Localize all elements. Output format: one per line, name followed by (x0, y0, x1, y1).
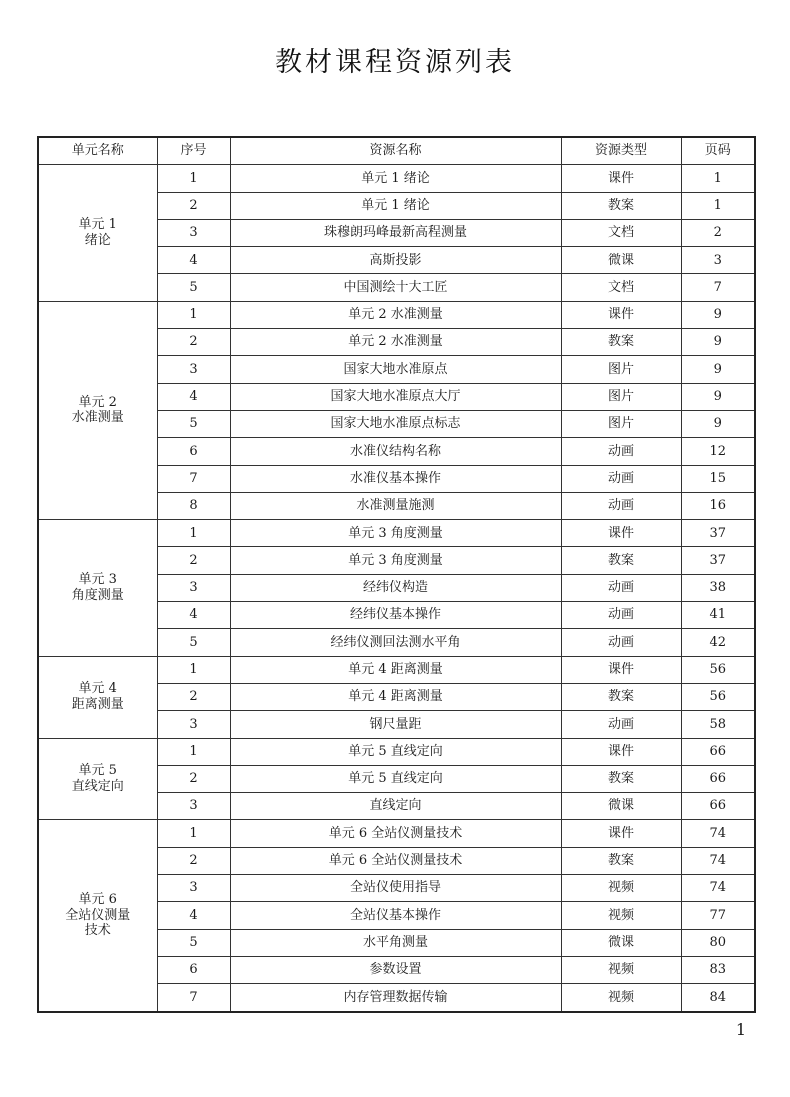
serial-no-cell: 5 (157, 410, 230, 437)
serial-no-cell: 5 (157, 929, 230, 956)
unit-name-cell (38, 656, 157, 738)
resource-type-cell: 动画 (561, 711, 681, 738)
resource-type-cell: 教案 (561, 683, 681, 710)
page-cell: 7 (681, 274, 755, 301)
header-page: 页码 (681, 137, 755, 165)
serial-no-cell: 2 (157, 683, 230, 710)
resource-name-cell: 单元 5 直线定向 (230, 765, 561, 792)
unit-name-line: 单元 6 (78, 892, 117, 908)
resource-type-cell: 课件 (561, 820, 681, 847)
page-cell: 80 (681, 929, 755, 956)
resource-type-cell: 课件 (561, 656, 681, 683)
resource-type-cell: 文档 (561, 274, 681, 301)
resource-name-cell: 单元 1 绪论 (230, 165, 561, 192)
serial-no-cell: 5 (157, 629, 230, 656)
resource-type-cell: 视频 (561, 875, 681, 902)
page-cell: 1 (681, 165, 755, 192)
resource-name-cell: 单元 1 绪论 (230, 192, 561, 219)
page-title: 教材课程资源列表 (275, 47, 515, 78)
unit-name-line: 绪论 (84, 233, 111, 249)
unit-name-line: 单元 3 (78, 572, 117, 588)
resource-type-cell: 教案 (561, 547, 681, 574)
page-number: 1 (735, 1020, 746, 1039)
resource-name-cell: 内存管理数据传输 (230, 984, 561, 1012)
resource-name-cell: 高斯投影 (230, 247, 561, 274)
page-cell: 16 (681, 492, 755, 519)
serial-no-cell: 2 (157, 547, 230, 574)
page-cell: 77 (681, 902, 755, 929)
page-cell: 9 (681, 301, 755, 328)
unit-name-cell (38, 820, 157, 1012)
resource-type-cell: 动画 (561, 629, 681, 656)
resource-name-cell: 国家大地水准原点 (230, 356, 561, 383)
unit-name-line: 角度测量 (71, 587, 124, 603)
resource-name-cell: 单元 6 全站仪测量技术 (230, 847, 561, 874)
unit-name-line: 技术 (84, 923, 111, 939)
page-cell: 56 (681, 683, 755, 710)
header-unit-name: 单元名称 (38, 137, 157, 165)
page-cell: 84 (681, 984, 755, 1012)
page-cell: 37 (681, 520, 755, 547)
resource-type-cell: 图片 (561, 410, 681, 437)
page-cell: 12 (681, 438, 755, 465)
serial-no-cell: 2 (157, 329, 230, 356)
unit-name-line: 水准测量 (71, 410, 124, 426)
resource-name-cell: 单元 5 直线定向 (230, 738, 561, 765)
page-cell: 1 (681, 192, 755, 219)
serial-no-cell: 1 (157, 820, 230, 847)
resource-name-cell: 参数设置 (230, 956, 561, 983)
serial-no-cell: 6 (157, 956, 230, 983)
resource-name-cell: 直线定向 (230, 793, 561, 820)
table-row (38, 301, 755, 328)
serial-no-cell: 4 (157, 602, 230, 629)
serial-no-cell: 8 (157, 492, 230, 519)
page-cell: 42 (681, 629, 755, 656)
resource-type-cell: 动画 (561, 438, 681, 465)
resource-name-cell: 单元 3 角度测量 (230, 547, 561, 574)
table-header-row (38, 137, 755, 165)
page-cell: 3 (681, 247, 755, 274)
page-cell: 58 (681, 711, 755, 738)
unit-name-line: 单元 1 (78, 217, 117, 233)
resource-name-cell: 水平角测量 (230, 929, 561, 956)
resource-type-cell: 微课 (561, 929, 681, 956)
resource-name-cell: 全站仪基本操作 (230, 902, 561, 929)
page-cell: 66 (681, 765, 755, 792)
resource-type-cell: 文档 (561, 219, 681, 246)
resource-name-cell: 经纬仪基本操作 (230, 602, 561, 629)
resource-name-cell: 水准测量施测 (230, 492, 561, 519)
serial-no-cell: 7 (157, 465, 230, 492)
unit-name-line: 距离测量 (71, 697, 124, 713)
page-cell: 9 (681, 383, 755, 410)
resource-name-cell: 水准仪基本操作 (230, 465, 561, 492)
page-cell: 9 (681, 356, 755, 383)
resource-type-cell: 图片 (561, 356, 681, 383)
page-cell: 56 (681, 656, 755, 683)
serial-no-cell: 1 (157, 738, 230, 765)
resource-type-cell: 视频 (561, 956, 681, 983)
resource-type-cell: 教案 (561, 765, 681, 792)
page-cell: 74 (681, 875, 755, 902)
page-cell: 2 (681, 219, 755, 246)
page-cell: 9 (681, 410, 755, 437)
serial-no-cell: 3 (157, 574, 230, 601)
resource-type-cell: 视频 (561, 902, 681, 929)
serial-no-cell: 3 (157, 875, 230, 902)
unit-name-line: 单元 5 (78, 763, 117, 779)
serial-no-cell: 1 (157, 520, 230, 547)
serial-no-cell: 1 (157, 301, 230, 328)
resource-type-cell: 微课 (561, 247, 681, 274)
header-resource-type: 资源类型 (561, 137, 681, 165)
resource-name-cell: 国家大地水准原点标志 (230, 410, 561, 437)
serial-no-cell: 6 (157, 438, 230, 465)
resource-type-cell: 动画 (561, 602, 681, 629)
resource-name-cell: 全站仪使用指导 (230, 875, 561, 902)
page-cell: 37 (681, 547, 755, 574)
serial-no-cell: 2 (157, 765, 230, 792)
serial-no-cell: 3 (157, 793, 230, 820)
unit-name-cell (38, 301, 157, 519)
table-row (38, 820, 755, 847)
resource-table (37, 136, 756, 1013)
resource-type-cell: 动画 (561, 574, 681, 601)
resource-type-cell: 课件 (561, 738, 681, 765)
page-cell: 66 (681, 738, 755, 765)
table-row (38, 738, 755, 765)
resource-type-cell: 视频 (561, 984, 681, 1012)
resource-type-cell: 课件 (561, 301, 681, 328)
resource-name-cell: 经纬仪构造 (230, 574, 561, 601)
page-cell: 15 (681, 465, 755, 492)
resource-type-cell: 教案 (561, 192, 681, 219)
page-cell: 38 (681, 574, 755, 601)
resource-name-cell: 单元 4 距离测量 (230, 683, 561, 710)
serial-no-cell: 3 (157, 711, 230, 738)
resource-name-cell: 中国测绘十大工匠 (230, 274, 561, 301)
serial-no-cell: 2 (157, 847, 230, 874)
resource-name-cell: 单元 4 距离测量 (230, 656, 561, 683)
resource-type-cell: 动画 (561, 465, 681, 492)
unit-name-cell (38, 738, 157, 820)
resource-type-cell: 图片 (561, 383, 681, 410)
resource-name-cell: 单元 2 水准测量 (230, 329, 561, 356)
resource-name-cell: 经纬仪测回法测水平角 (230, 629, 561, 656)
unit-name-line: 直线定向 (71, 778, 124, 794)
resource-name-cell: 水准仪结构名称 (230, 438, 561, 465)
page-cell: 41 (681, 602, 755, 629)
resource-name-cell: 钢尺量距 (230, 711, 561, 738)
table-row (38, 520, 755, 547)
serial-no-cell: 3 (157, 219, 230, 246)
table-body (38, 165, 755, 1012)
resource-type-cell: 教案 (561, 847, 681, 874)
table-row (38, 165, 755, 192)
unit-name-line: 全站仪测量 (65, 907, 131, 923)
unit-name-cell (38, 165, 157, 301)
resource-name-cell: 单元 2 水准测量 (230, 301, 561, 328)
page-cell: 74 (681, 847, 755, 874)
serial-no-cell: 2 (157, 192, 230, 219)
resource-type-cell: 动画 (561, 492, 681, 519)
resource-type-cell: 教案 (561, 329, 681, 356)
table-row (38, 656, 755, 683)
unit-name-cell (38, 520, 157, 656)
page-cell: 66 (681, 793, 755, 820)
resource-type-cell: 课件 (561, 520, 681, 547)
page-cell: 9 (681, 329, 755, 356)
serial-no-cell: 1 (157, 165, 230, 192)
resource-name-cell: 单元 6 全站仪测量技术 (230, 820, 561, 847)
page-cell: 83 (681, 956, 755, 983)
unit-name-line: 单元 4 (78, 681, 117, 697)
serial-no-cell: 5 (157, 274, 230, 301)
resource-name-cell: 单元 3 角度测量 (230, 520, 561, 547)
resource-name-cell: 国家大地水准原点大厅 (230, 383, 561, 410)
serial-no-cell: 3 (157, 356, 230, 383)
serial-no-cell: 4 (157, 247, 230, 274)
resource-name-cell: 珠穆朗玛峰最新高程测量 (230, 219, 561, 246)
resource-type-cell: 微课 (561, 793, 681, 820)
serial-no-cell: 4 (157, 383, 230, 410)
serial-no-cell: 1 (157, 656, 230, 683)
serial-no-cell: 7 (157, 984, 230, 1012)
header-resource-name: 资源名称 (230, 137, 561, 165)
serial-no-cell: 4 (157, 902, 230, 929)
resource-type-cell: 课件 (561, 165, 681, 192)
header-serial-no: 序号 (157, 137, 230, 165)
page-cell: 74 (681, 820, 755, 847)
unit-name-line: 单元 2 (78, 394, 117, 410)
